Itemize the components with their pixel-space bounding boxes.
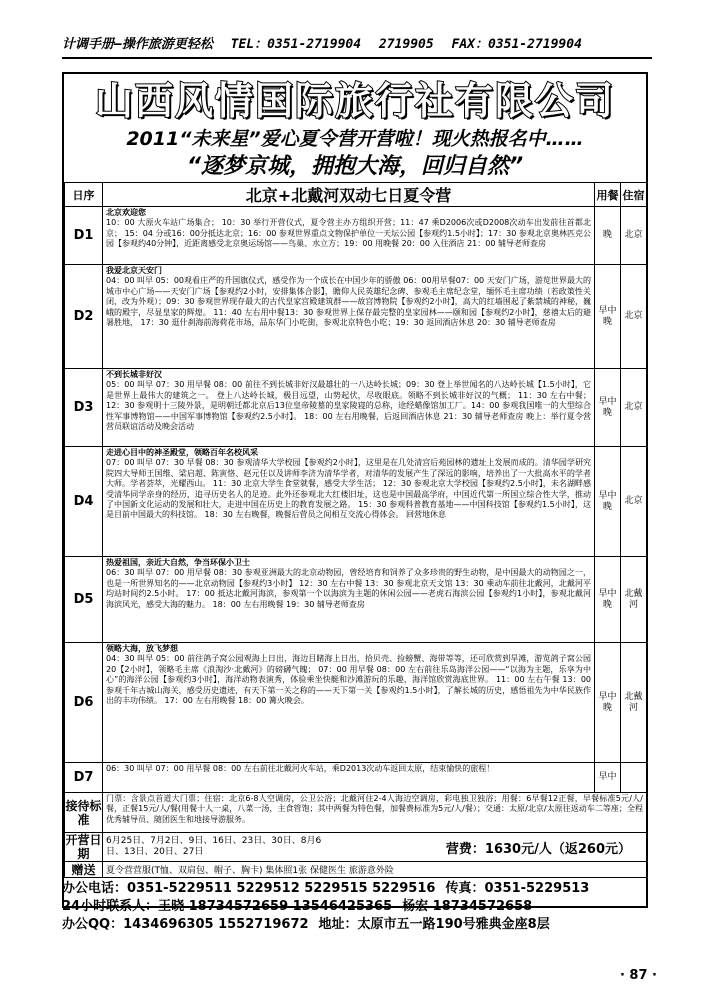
col-meals: 用餐 — [595, 183, 621, 207]
day-lodging: 北戴河 — [621, 643, 647, 763]
day-row — [65, 643, 647, 763]
day-subtitle: 走进心目中的神圣殿堂，领略百年名校风采 — [106, 448, 258, 457]
gifts-label: 赠送 — [65, 862, 103, 878]
day-meals: 早中晚 — [595, 447, 621, 557]
day-subtitle: 北京欢迎您 — [106, 208, 146, 217]
day-text: 10：00 大原火车站广场集合； 10：30 举行开营仪式，夏令营主办方组织开营；11：47 乘D2006次或D2008次动车出发前往首都北京； 15：04 分或16：00分抵达北京；16：00 参观世界重点文物保护单位一天坛公园【参观约1.5小时】；17：30 参观北京奥林匹克公园【参观约40分钟】，近距离感受北京奥运场馆——鸟巢、水立方；19：00 用晚餐 20：00 入住酒店 21：00 辅导老师查房 — [106, 218, 591, 249]
col-schedule: 日序 — [65, 183, 103, 207]
col-lodging: 住宿 — [621, 183, 647, 207]
flyer-frame — [62, 72, 648, 908]
day-text: 06：30 叫早 07：00 用早餐 08：00 左右前往北戴河火车站，乘D2013次动车返回太原，结束愉快的旅程！ — [106, 764, 495, 773]
gifts-row — [65, 862, 647, 878]
day-row — [65, 763, 647, 793]
day-row — [65, 557, 647, 643]
day-meals: 早中晚 — [595, 369, 621, 447]
day-label: D1 — [65, 207, 103, 265]
day-meals: 早中晚 — [595, 265, 621, 369]
day-content — [103, 447, 595, 557]
office-qq: 办公QQ：1434696305 1552719672 — [62, 917, 309, 932]
day-meals: 早中 — [595, 763, 621, 793]
day-meals: 早中晚 — [595, 643, 621, 763]
day-row — [65, 207, 647, 265]
day-lodging: 北京 — [621, 207, 647, 265]
fax-number: FAX：0351-2719904 — [451, 37, 582, 52]
day-lodging: 北京 — [621, 369, 647, 447]
day-text: 07：00 叫早 07：30 早餐 08：30 参观清华大学校园【参观约2小时】，这里是在几处清宫后苑园林的遗址上发展而成的。清华园学研究院四大导师王国维、梁启超、陈寅恪、赵元任以及讲师李济为清华学者，对清华的发展产生了深远的影响，培养出了一大批高水平的学者大师。学者荟萃，光耀西山。 11：30 北京大学生食堂就餐，感受大学生活； 12：30 参观北京大学校园【参观约2.5小时】，未名湖畔感受清华同学亲身的经历，追寻历史名人的足迹。此外还参观北大红楼旧址，这也是中国最高学府，中国近代第一所国立综合性大学，推动了中国新文化运动的发展和壮大，走进中国在历史上的教育发展之路。 15：30 参观科普教育基地——中国科技馆【参观约1.5小时】，这是目前中国最大的科技馆。 18：30 左右晚餐，晚餐后营员之间相互交流心得体会。 回营地休息 — [106, 458, 591, 520]
reception-text: 门票：含景点首道大门票；住宿：北京6-8人空调房，公卫公浴；北戴河住2-4人海边空调房，彩电独卫独浴；用餐：6早餐12正餐，早餐标准5元/人/餐，正餐15元/人/餐(用餐十人一桌，八菜一汤，主食管饱；其中两餐为特色餐，加餐费标准为5元/人/餐）；交通：太原/北京/太原往返动车二等座；全程优秀辅导员、随团医生和地接导游服务。 — [103, 793, 647, 833]
day-label: D7 — [65, 763, 103, 793]
day-lodging — [621, 763, 647, 793]
day-lodging: 北京 — [621, 447, 647, 557]
dates-row — [65, 833, 647, 862]
day-subtitle: 我爱北京天安门 — [106, 266, 162, 275]
day-subtitle: 热爱祖国，亲近大自然，争当环保小卫士 — [106, 558, 250, 567]
day-meals: 晚 — [595, 207, 621, 265]
fax: 传真：0351-5229513 — [445, 881, 590, 896]
contact-row — [62, 916, 648, 934]
day-label: D3 — [65, 369, 103, 447]
day-content — [103, 265, 595, 369]
company-name: 山西风情国际旅行社有限公司 — [94, 79, 615, 123]
day-content — [103, 557, 595, 643]
contact-block — [62, 880, 648, 934]
headline-slogan: “逐梦京城，拥抱大海，回归自然” — [186, 154, 524, 179]
dates-label: 开营日期 — [65, 833, 102, 861]
day-content — [103, 643, 595, 763]
tel-number: TEL：0351-2719904 — [230, 37, 362, 52]
day-lodging: 北戴河 — [621, 557, 647, 643]
day-content — [103, 763, 595, 793]
itinerary-table — [64, 182, 647, 878]
day-label: D4 — [65, 447, 103, 557]
day-content — [103, 369, 595, 447]
top-banner — [62, 33, 652, 59]
day-row — [65, 447, 647, 557]
gifts-text: 夏令营营服(T恤、双肩包、帽子、胸卡) 集体照1张 保健医生 旅游意外险 — [103, 862, 647, 878]
day-row — [65, 369, 647, 447]
price: 营费：1630元/人（返260元） — [445, 841, 631, 857]
day-lodging: 北京 — [621, 265, 647, 369]
dates-text: 6月25日、7月2日、9日、16日、23日、30日、8月6日、13日、20日、27日 — [106, 836, 322, 857]
contact-yang: 杨宏 18734572658 — [402, 899, 533, 914]
day-text: 04：30 叫早 05：00 前往鸽子窝公园观海上日出，海边目睹海上日出，拾贝壳、捡螃蟹、海带等等，还可欣赏到旱滩，游览鸽子窝公园20【2小时】，领略毛主席《浪淘沙·北戴河》的磅礴气魄； 07：00 用早餐 08：00 左右前往乐岛海洋公园——“以海为主题，乐享为中心”的海洋公园【参观约3小时】，海洋动物表演秀，体验乘坐快艇和沙滩游玩的乐趣，海洋馆欣赏海底世界。 11：00 左右午餐 13：00 参观千年古城山海关，感受历史遗迹，有天下第一关之称的——天下第一关【参观约1.5小时】，了解长城的历史，感悟祖先为中华民族作出的丰功伟绩。 17：00 左右用晚餐 18：00 篝火晚会。 — [106, 654, 591, 706]
day-row — [65, 265, 647, 369]
dates-cell — [103, 833, 647, 862]
contact-row — [62, 898, 648, 916]
day-text: 04：00 叫早 05：00观看庄严的升国旗仪式，感受作为一个成长在中国少年的骄傲 06：00用早餐07：00 天安门广场，游览世界最大的城市中心广场——天安门广场【参观约2小时，安排集体合影】，瞻仰人民英雄纪念碑、参观毛主席纪念堂，缅怀毛主席功绩（若政策性关闭，改为外观）；09：30 参观世界现存最大的古代皇家宫殿建筑群——故宫博物院【参观约2小时】，高大的红墙围起了紫禁城的神秘，巍峨的殿宇，尽显皇家的辉煌。 11：40 左右用中餐13：30 参观世界上保存最完整的皇家园林——颐和园【参观约2小时】，慈禧太后的避暑胜地， 17：30 逛什刹海前海荷花市场，品东华门小吃街，参观北京特色小吃；19：30 返回酒店休息 20：30 辅导老师查房 — [106, 276, 591, 328]
day-subtitle: 不到长城非好汉 — [106, 370, 162, 379]
day-text: 06：30 叫早 07：00 用早餐 08：30 参观亚洲最大的北京动物园，曾经培育和饲养了众多珍贵的野生动物，是中国最大的动物园之一，也是一所世界知名的——北京动物园【参观约3小时】 12：30 左右中餐 13：30 参观北京天文馆 13：30 乘动车前往北戴河，北戴河平均站时间约2.5小时。 17：00 抵达北戴河海滨，参观第一个以海滨为主题的休闲公园——老虎石海滨公园【参观约1小时】，参观北戴河海滨风光，感受大海的魅力。 18：00 左右用晚餐 19：30 辅导老师查房 — [106, 568, 591, 609]
day-label: D5 — [65, 557, 103, 643]
tel-number-2: 2719905 — [378, 37, 434, 52]
day-label: D2 — [65, 265, 103, 369]
day-label: D6 — [65, 643, 103, 763]
day-subtitle: 领略大海，放飞梦想 — [106, 644, 178, 653]
slogan: 计调手册—操作旅游更轻松 — [62, 37, 213, 52]
page-number: · 87 · — [619, 968, 657, 983]
contact-24h: 24小时联系人：王晓 18734572659 13546425365 — [62, 899, 393, 914]
day-text: 05：00 叫早 07：30 用早餐 08：00 前往不到长城非好汉最雄壮的一八达岭长城；09：30 登上举世闻名的八达岭长城【1.5小时】，它是世界上最伟大的建筑之一。 登上八达岭长城，极目远望，山势起伏，尽收眼底。领略不到长城非好汉的气概； 11：30 左右中餐；12：30 参观明十三陵外景，是明朝迁都北京后13位皇帝陵墓的皇家陵寝的总称，途经蜡像馆加工厂。14：00 参观我国唯一的大型综合性军事博物馆——中国军事博物馆【参观约2.5小时】。 18：00 左右用晚餐，后返回酒店休息 21：30 辅导老师查房 晚上：举行夏令营营员联谊活动及晚会活动 — [106, 380, 591, 432]
day-content — [103, 207, 595, 265]
reception-row — [65, 793, 647, 833]
table-header — [65, 183, 647, 207]
day-meals: 早中晚 — [595, 557, 621, 643]
address: 地址：太原市五一路190号雅典金座8层 — [318, 917, 550, 932]
headline-primary: 2011“未来星”爱心夏令营开营啦！现火热报名中…… — [126, 128, 584, 150]
contact-row — [62, 880, 648, 898]
office-tel: 办公电话：0351-5229511 5229512 5229515 5229516 — [62, 881, 436, 896]
itinerary-title: 北京+北戴河双动七日夏令营 — [103, 183, 595, 207]
reception-label: 接待标准 — [65, 793, 103, 833]
